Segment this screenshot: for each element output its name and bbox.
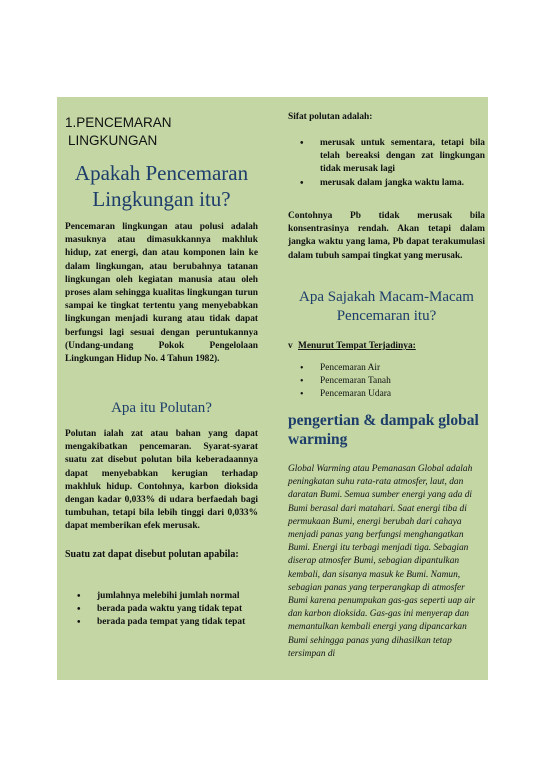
lead-sifat-polutan: Sifat polutan adalah: [288, 112, 373, 122]
section-heading-line2: LINGKUNGAN [68, 133, 158, 148]
list-item: • merusak untuk sementara, tetapi bila telah bereaksi dengan zat lingkungan tidak merusak lagi [288, 137, 485, 177]
list-sifat-polutan [288, 137, 485, 190]
paragraph-pencemaran-definition: Pencemaran lingkungan atau polusi adalah masuknya atau dimasukkannya makhluk hidup, zat energi, dan atau komponen lain ke dalam lingkungan, atau berubahnya tatanan lingkungan oleh kegiatan manusia atau oleh proses alam sehingga kualitas lingkungan turun sampai ke tingkat tertentu yang menyebabkan lingkungan menjadi kurang atau tidak dapat berfungsi lagi sesuai dengan peruntukannya (Undang-undang Pokok Pengelolaan Lingkungan Hidup No. 4 Tahun 1982). [65, 222, 258, 365]
list-item: • Pencemaran Udara [288, 388, 485, 401]
list-item: • Pencemaran Tanah [288, 375, 485, 388]
list-item: • berada pada tempat yang tidak tepat [65, 616, 258, 629]
subheading-tempat-terjadinya [288, 340, 416, 353]
v-marker: v [288, 341, 293, 351]
section-heading-line1: 1.PENCEMARAN [65, 115, 172, 130]
list-item: • Pencemaran Air [288, 362, 485, 375]
list-item: • merusak dalam jangka waktu lama. [288, 177, 485, 190]
content-panel [57, 97, 488, 680]
paragraph-contoh-pb: Contohnya Pb tidak merusak bila konsentrasinya rendah. Akan tetapi dalam jangka waktu yang lama, Pb dapat terakumulasi dalam tubuh sampai tingkat yang merusak. [288, 211, 485, 261]
paragraph-polutan: Polutan ialah zat atau bahan yang dapat mengakibatkan pencemaran. Syarat-syarat suatu zat disebut polutan bila keberadaannya dapat menyebabkan kerugian terhadap makhluk hidup. Contohnya, karbon dioksida dengan kadar 0,033% di udara berfaedah bagi tumbuhan, tetapi bila lebih tinggi dari 0,033% dapat memberikan efek merusak. [65, 429, 258, 532]
list-item: • jumlahnya melebihi jumlah normal [65, 590, 258, 603]
title-apakah-pencemaran: Apakah Pencemaran Lingkungan itu? [74, 161, 249, 211]
list-macam-pencemaran [288, 362, 485, 402]
title-global-warming: pengertian & dampak global warming [288, 412, 479, 448]
title-apa-itu-polutan: Apa itu Polutan? [111, 400, 212, 416]
paragraph-global-warming: Global Warming atau Pemanasan Global adalah peningkatan suhu rata-rata atmosfer, laut, dan daratan Bumi. Semua sumber energi yang ada di Bumi berasal dari matahari. Saat energi tiba di permukaan Bumi, energi berubah dari cahaya menjadi panas yang berfungsi menghangatkan Bumi. Energi itu terbagi menjadi tiga. Sebagian diserap atmosfer Bumi, sebagian dipantulkan kembali, dan sisanya masuk ke Bumi. Namun, sebagian panas yang terperangkap di atmosfer Bumi karena penumpukan gas-gas seperti uap air dan karbon dioksida. Gas-gas ini menyerap dan memantulkan kembali energi yang dipancarkan Bumi sehingga panas yang dihasilkan tetap tersimpan di [288, 464, 476, 659]
lead-syarat-polutan: Suatu zat dapat disebut polutan apabila: [65, 549, 239, 560]
list-syarat-polutan [65, 590, 258, 630]
list-item: • berada pada waktu yang tidak tepat [65, 603, 258, 616]
subheading-text: Menurut Tempat Terjadinya: [298, 341, 416, 351]
title-macam-pencemaran: Apa Sajakah Macam-Macam Pencemaran itu? [299, 289, 474, 324]
